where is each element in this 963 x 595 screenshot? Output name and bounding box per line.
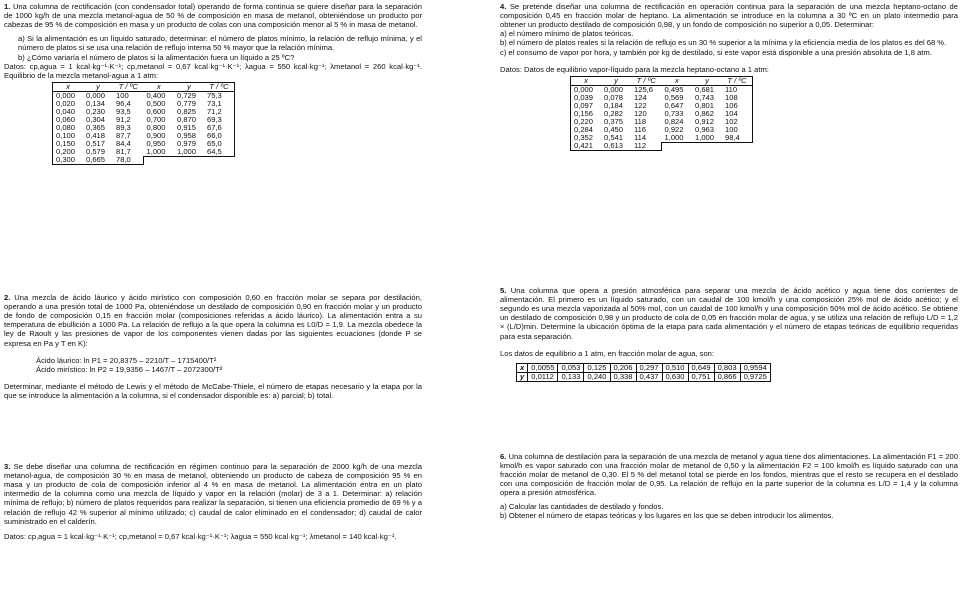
table-cell: 0,0112	[528, 372, 558, 381]
table-cell: 69,3	[204, 116, 235, 124]
table-cell: 0,958	[177, 130, 197, 140]
table-cell: 0,801	[695, 100, 715, 110]
table-cell: 0,437	[636, 372, 662, 381]
table-cell: 1,000	[662, 134, 693, 142]
table-header-cell: x	[53, 82, 84, 91]
table-row	[517, 363, 771, 372]
table-cell: 122	[634, 100, 647, 110]
table-cell: 0,9594	[740, 363, 770, 372]
table-cell: 0,125	[584, 363, 610, 372]
table-cell: 0,743	[695, 92, 715, 102]
table-cell: 0,365	[86, 122, 106, 132]
problem-3-statement	[4, 462, 422, 526]
table-cell: 84,4	[116, 138, 131, 148]
table-cell: 0,284	[571, 126, 602, 134]
table-cell: 65,0	[204, 140, 235, 148]
table-cell: 106	[722, 102, 753, 110]
table-cell: 93,5	[116, 106, 131, 116]
problem-3	[4, 462, 422, 541]
table-cell: 0,803	[714, 363, 740, 372]
table-cell	[722, 142, 753, 150]
table-cell: 0,800	[146, 122, 166, 132]
table-cell: 0,421	[571, 142, 602, 150]
problem-1-statement	[4, 2, 422, 29]
equilibrium-table-heptane-octane	[570, 76, 753, 151]
problem-1	[4, 2, 422, 165]
table-cell: 0,078	[604, 92, 624, 102]
table-cell: 0,000	[604, 84, 624, 94]
table-cell: 0,375	[604, 116, 624, 126]
table-cell: 0,569	[664, 92, 684, 102]
equation-lauric: Ácido láurico: ln P1 = 20,8375 – 2210/T – 1715400/T²	[36, 355, 217, 365]
table-cell: 0,020	[53, 100, 84, 108]
table-cell: 0,963	[695, 124, 715, 134]
table-cell: 0,600	[146, 106, 166, 116]
table-cell: 0,400	[146, 90, 166, 100]
table-cell: 0,613	[601, 142, 631, 150]
table-cell: 0,134	[86, 98, 106, 108]
table-cell: 0,133	[558, 372, 584, 381]
table-cell: 120	[634, 108, 647, 118]
table-header-cell: y	[83, 82, 113, 91]
table-cell: 124	[634, 92, 647, 102]
table-cell: 91,2	[116, 114, 131, 124]
problem-1-data: Datos: cp,agua = 1 kcal·kg⁻¹·K⁻¹; cp,metanol = 0,67 kcal·kg⁻¹·K⁻¹; λagua = 550 kcal·kg⁻¹; λmetanol = 260 kcal·kg⁻¹. Equilibrio de la mezcla metanol-agua a 1 atm:	[4, 61, 422, 80]
table-cell: 0,915	[177, 122, 197, 132]
table-cell: 0,912	[695, 116, 715, 126]
table-cell: 0,9725	[740, 372, 770, 381]
table-cell: 87,7	[116, 130, 131, 140]
table-cell: 0,304	[86, 114, 106, 124]
table-cell: 118	[634, 116, 647, 126]
table-cell	[662, 142, 693, 150]
table-cell: 0,979	[177, 138, 197, 148]
table-cell: 0,950	[146, 138, 166, 148]
table-cell: 0,418	[86, 130, 106, 140]
table-cell	[174, 156, 204, 164]
problem-2	[4, 293, 422, 400]
table-header-cell: T / ºC	[722, 76, 753, 85]
problem-6	[500, 452, 958, 520]
table-cell: 0,450	[604, 124, 624, 134]
problem-1-part-b: b) ¿Cómo variaría el número de platos si la alimentación fuera un líquido a 25 ºC?	[18, 52, 295, 62]
problem-number: 4.	[500, 2, 507, 11]
problem-number: 3.	[4, 462, 11, 471]
problem-text: Una columna de destilación para la separación de una mezcla de metanol y agua tiene dos alimentaciones. La alimentación F1 = 200 kmol/h es vapor saturado con una fracción molar de metanol de 0,50 y la alimentación F2 = 100 kmol/h es líquido saturado con una fracción molar de metanol de 0,30. El 5 % del metanol total se pierde en los fondos, mientras que el resto se recupera en el destilado con una composición de fracción molar de 0,95. La relación de reflujo en la parte superior de la columna es L/D = 1,4 y la columna opera a presión atmosférica.	[500, 452, 958, 498]
table-cell	[204, 156, 235, 164]
problem-number: 2.	[4, 293, 11, 302]
equilibrium-table-acetic-water	[516, 363, 771, 382]
table-cell: 0,500	[146, 98, 166, 108]
table-cell: 0,240	[584, 372, 610, 381]
table-row	[517, 372, 771, 381]
table-cell: 100	[722, 126, 753, 134]
table-header-cell: x	[517, 363, 528, 372]
table-cell: 0,495	[664, 84, 684, 94]
table-cell: 0,665	[83, 156, 113, 164]
table-cell: 0,206	[610, 363, 636, 372]
problem-5	[500, 286, 958, 382]
table-cell: 0,510	[662, 363, 688, 372]
table-header-cell: T / ºC	[631, 76, 662, 85]
table-cell: 0,150	[53, 140, 84, 148]
table-cell: 0,870	[177, 114, 197, 124]
table-cell: 0,200	[53, 148, 84, 156]
table-cell: 0,922	[664, 124, 684, 134]
table-cell: 0,097	[571, 102, 602, 110]
table-row	[571, 142, 753, 150]
table-cell: 102	[722, 118, 753, 126]
table-cell: 0,000	[86, 90, 106, 100]
table-header-cell: y	[174, 82, 204, 91]
table-cell: 0,220	[571, 118, 602, 126]
problem-text: Una columna que opera a presión atmosférica para separar una mezcla de ácido acético y agua tiene dos corrientes de alimentación. El primero es un líquido saturado, con un caudal de 100 kmol/h y una composición 25% mol de ácido acético; y el segundo es una mezcla vaporizada al 50% mol, con un caudal de 100 kmol/h y una composición 50% mol de ácido acético. Se obtiene un destilado de composición 0,98 y un producto de cola de 0,05 en fracción molar de agua, y se utiliza una relación de reflujo L/D = 1,2 × (L/D)min. Determine la ubicación óptima de la etapa para cada alimentación y el número de etapas teóricas de equilibrio requeridas para esta separación.	[500, 286, 958, 341]
problem-4	[500, 2, 958, 151]
problem-number: 1.	[4, 2, 11, 11]
problem-4-part-c: c) el consumo de vapor por hora, y también por kg de destilado, si este vapor está disponible a una presión absoluta de 1,8 atm.	[500, 47, 932, 57]
table-cell: 0,060	[53, 116, 84, 124]
problem-text: Una mezcla de ácido láurico y ácido mirístico con composición 0,60 en fracción molar se separa por destilación, operando a una presión total de 1000 Pa, obteniéndose un destilado de composición 0,90 en fracción molar y un producto de fondo de composición 0,15 en fracción molar (composiciones referidas a ácido láurico). La alimentación entra a su temperatura de ebullición a 1000 Pa. La relación de reflujo a la que opera la columna es L0/D = 1,9. La mezcla obedece la ley de Raoult y las presiones de vapor de los componentes vienen dadas por las siguientes ecuaciones (donde P se expresa en Pa y T en K):	[4, 293, 422, 348]
table-cell: 0,300	[53, 156, 84, 164]
problem-4-data: Datos: Datos de equilibrio vapor-líquido para la mezcla heptano-octano a 1 atm:	[500, 64, 769, 74]
table-cell: 0,779	[177, 98, 197, 108]
table-header-cell: x	[144, 82, 175, 91]
table-cell: 71,2	[204, 108, 235, 116]
table-cell: 0,053	[558, 363, 584, 372]
table-row	[53, 156, 235, 164]
problem-6-statement	[500, 452, 958, 498]
table-cell: 89,3	[116, 122, 131, 132]
problem-4-part-a: a) el número mínimo de platos teóricos.	[500, 29, 634, 39]
table-cell: 0,647	[664, 100, 684, 110]
problem-text: Se pretende diseñar una columna de rectificación en operación continua para la separación de una mezcla heptano-octano de composición 0,45 en fracción molar de heptano. La alimentación se introduce en la columna a 30 ºC en un plato intermedio para obtener un producto destilado de composición 0,98, y un fondo de composición no superior a 0,05. Determinar:	[500, 2, 958, 30]
table-header-row	[53, 82, 235, 91]
table-cell: 0,700	[146, 114, 166, 124]
table-cell: 0,866	[714, 372, 740, 381]
table-cell: 78,0	[113, 156, 144, 164]
table-cell: 0,156	[571, 110, 602, 118]
table-header-cell: T / ºC	[113, 82, 144, 91]
problem-1-part-a: a) Si la alimentación es un líquido saturado, determinar: el número de platos mínimo, la relación de reflujo mínima, y el número de platos si se usa una relación de reflujo interna 50 % mayor que la relación mínima.	[18, 34, 422, 53]
table-cell: 0,0055	[528, 363, 558, 372]
problem-4-statement	[500, 2, 958, 29]
problem-2-question: Determinar, mediante el método de Lewis y el método de McCabe-Thiele, el número de etapas necesario y la etapa por la que se introduce la alimentación a la columna, si el condensador disponible es: a) parcial; b) total.	[4, 381, 422, 400]
table-row	[571, 134, 753, 142]
table-cell: 0,039	[571, 94, 602, 102]
table-cell: 64,5	[204, 148, 235, 156]
table-cell: 0,733	[664, 108, 684, 118]
table-cell: 0,729	[177, 90, 197, 100]
table-cell: 67,6	[204, 124, 235, 132]
table-cell: 1,000	[692, 134, 722, 142]
table-cell: 0,824	[664, 116, 684, 126]
table-cell: 0,649	[688, 363, 714, 372]
table-header-cell: x	[662, 76, 693, 85]
problem-number: 6.	[500, 452, 507, 461]
table-cell: 0,000	[571, 85, 602, 93]
table-cell: 0,900	[146, 130, 166, 140]
problem-4-part-b: b) el número de platos reales si la relación de reflujo es un 30 % superior a la mínima y la eficiencia media de los platos es del 68 %.	[500, 38, 947, 48]
table-header-cell: y	[692, 76, 722, 85]
table-cell: 0,751	[688, 372, 714, 381]
problem-6-part-b: b) Obtener el número de etapas teóricas y los lugares en los que se deben introducir los alimentos.	[500, 510, 834, 520]
table-cell: 125,6	[634, 84, 654, 94]
table-cell: 104	[722, 110, 753, 118]
table-cell: 0,579	[86, 146, 106, 156]
table-header-cell: y	[517, 372, 528, 381]
table-cell: 0,282	[604, 108, 624, 118]
table-cell: 114	[634, 132, 647, 142]
table-cell: 75,3	[204, 91, 235, 99]
equation-myristic: Ácido mirístico: ln P2 = 19,9356 – 1467/T – 2072300/T²	[36, 364, 223, 374]
table-cell: 0,230	[86, 106, 106, 116]
table-row	[53, 148, 235, 156]
table-cell: 1,000	[144, 148, 175, 156]
table-cell: 0,080	[53, 124, 84, 132]
problem-5-data: Los datos de equilibrio a 1 atm, en fracción molar de agua, son:	[500, 348, 715, 358]
table-cell	[144, 156, 175, 164]
table-cell: 81,7	[116, 146, 131, 156]
table-cell: 0,517	[86, 138, 106, 148]
problem-5-statement	[500, 286, 958, 341]
table-header-cell: T / ºC	[204, 82, 235, 91]
table-cell: 0,681	[695, 84, 715, 94]
problem-number: 5.	[500, 286, 507, 295]
problem-2-statement	[4, 293, 422, 348]
table-cell	[692, 142, 722, 150]
table-cell: 0,338	[610, 372, 636, 381]
problem-3-data: Datos: cp,agua = 1 kcal·kg⁻¹·K⁻¹; cp,metanol = 0,67 kcal·kg⁻¹·K⁻¹; λagua = 550 kcal·kg⁻¹; λmetanol = 140 kcal·kg⁻¹.	[4, 531, 397, 541]
table-header-cell: y	[601, 76, 631, 85]
table-cell: 0,541	[604, 132, 624, 142]
table-cell: 112	[631, 142, 662, 150]
problem-text: Se debe diseñar una columna de rectificación en régimen continuo para la separación de 2000 kg/h de una mezcla metanol-agua, de composición 30 % en masa de metanol, obteniendo un producto de cabeza de composición 95 % en masa y un producto de cola de composición inferior al 4 % en masa de metanol. La alimentación entra en un plato intermedio de la columna como una mezcla de líquido y vapor en la relación (molar) de 3 a 1. Determinar: a) relación mínima de reflujo; b) número de platos requeridos para realizar la separación, si tienen una eficiencia promedio de 69 % y a relación de reflujo 42 % superior al mínimo utilizado; c) caudal de calor eliminado en el condensador; d) caudal de calor suministrado en el calderín.	[4, 462, 422, 526]
table-cell: 0,825	[177, 106, 197, 116]
problem-text: Una columna de rectificación (con condensador total) operando de forma continua se quiere diseñar para la separación de 1000 kg/h de una mezcla metanol-agua de 50 % de composición en masa de metanol, obteniéndose un producto por cabezas de 95 % de composición en masa y un producto de colas con una composición menor al 5 % in masa de metanol.	[4, 2, 422, 30]
equilibrium-table-methanol-water	[52, 82, 235, 165]
table-header-row	[571, 76, 753, 85]
table-cell: 73,1	[204, 100, 235, 108]
table-cell: 0,000	[53, 91, 84, 99]
table-cell: 98,4	[722, 134, 753, 142]
table-cell: 0,040	[53, 108, 84, 116]
table-cell: 96,4	[116, 98, 131, 108]
problem-6-part-a: a) Calcular las cantidades de destilado y fondos.	[500, 501, 664, 511]
table-cell: 0,862	[695, 108, 715, 118]
table-cell: 110	[722, 85, 753, 93]
table-cell: 0,100	[53, 132, 84, 140]
table-cell: 0,184	[604, 100, 624, 110]
table-cell: 108	[722, 94, 753, 102]
table-cell: 0,297	[636, 363, 662, 372]
table-cell: 0,630	[662, 372, 688, 381]
table-header-cell: x	[571, 76, 602, 85]
table-cell: 116	[634, 124, 647, 134]
table-cell: 100	[116, 90, 129, 100]
table-cell: 1,000	[174, 148, 204, 156]
table-cell: 66,0	[204, 132, 235, 140]
table-cell: 0,352	[571, 134, 602, 142]
